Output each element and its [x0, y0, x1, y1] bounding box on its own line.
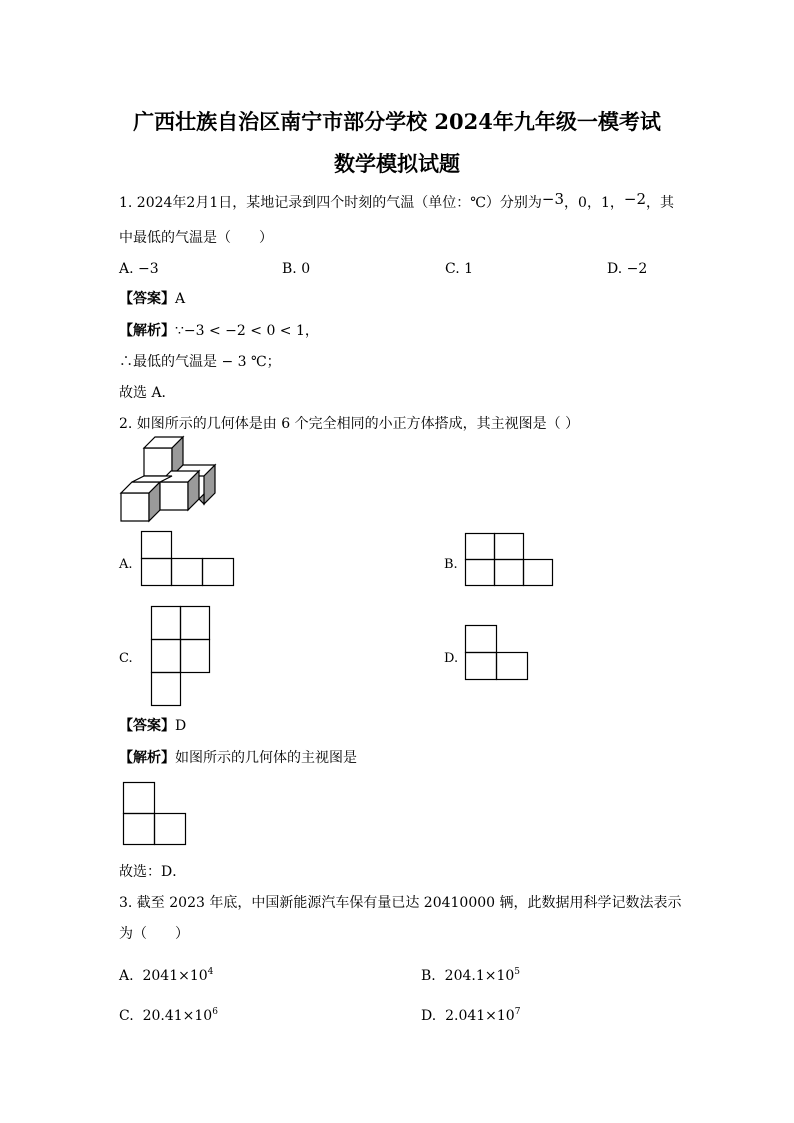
q3-stem-line1: 3. 截至 2023 年底，中国新能源汽车保有量已达 20410000 辆，此数据用科学记数法表示: [119, 895, 682, 911]
q1-stem-text: 1. 2024年2月1日，某地记录到四个时刻的气温（单位：℃）分别为: [119, 195, 542, 211]
q2-conclusion: 故选：D．: [119, 864, 187, 880]
q3-option-a-value: 2041×10: [142, 968, 208, 984]
q1-stem-line1: [119, 190, 674, 212]
q3-option-d-label: D.: [421, 1008, 437, 1024]
q1-option-d: D. −2: [607, 261, 648, 277]
q3-option-b: [421, 963, 520, 985]
q3-option-a: [119, 963, 213, 985]
q3-option-a-label: A.: [119, 968, 134, 984]
q2-option-d-figure: [465, 625, 529, 681]
q2-answer: [119, 717, 186, 735]
q3-option-b-exp: 5: [514, 967, 521, 977]
q1-analysis-tag: 【解析】: [119, 323, 175, 339]
q3-option-c-exp: 6: [212, 1007, 218, 1017]
q2-analysis-figure: [123, 782, 189, 846]
q1-answer-tag: 【答案】: [119, 291, 175, 307]
q1-analysis: [119, 322, 319, 340]
page-title: 广西壮族自治区南宁市部分学校 2024年九年级一模考试: [133, 109, 661, 134]
q1-stem-tail: ，其: [646, 195, 674, 211]
q2-option-c-figure: [151, 606, 211, 708]
q2-analysis: [119, 749, 357, 767]
q1-analysis-line2: ∴最低的气温是 − 3 ℃；: [119, 354, 281, 370]
q2-answer-tag: 【答案】: [119, 718, 175, 734]
q1-conclusion: 故选 A．: [119, 385, 176, 401]
q1-value-1: −3: [541, 190, 565, 208]
q3-option-c: [119, 1003, 218, 1025]
q3-option-c-label: C.: [119, 1008, 134, 1024]
q3-option-c-value: 20.41×10: [142, 1008, 213, 1024]
q3-option-a-exp: 4: [207, 967, 214, 977]
q3-option-d-value: 2.041×10: [445, 1008, 515, 1024]
q2-analysis-text: 如图所示的几何体的主视图是: [175, 750, 357, 766]
q2-analysis-tag: 【解析】: [119, 750, 175, 766]
q1-value-4: −2: [623, 190, 646, 208]
q1-answer-value: A: [175, 291, 186, 307]
q2-answer-value: D: [175, 718, 187, 734]
q2-option-b-label: B.: [444, 557, 458, 572]
q1-option-b: B. 0: [282, 261, 311, 277]
q1-values-mid: ，0，1，: [564, 195, 624, 211]
q3-option-b-value: 204.1×10: [444, 968, 515, 984]
q3-option-b-label: B.: [421, 968, 436, 984]
q1-answer: [119, 290, 185, 308]
q2-option-a-label: A.: [119, 557, 133, 572]
q1-option-a: A. −3: [119, 261, 159, 277]
q2-option-b-figure: [465, 533, 555, 587]
q3-option-d-exp: 7: [514, 1007, 521, 1017]
q3-option-d: [421, 1003, 520, 1025]
q2-option-a-figure: [141, 531, 235, 587]
q1-option-c: C. 1: [445, 261, 474, 277]
q2-option-d-label: D.: [444, 651, 459, 666]
q3-stem-line2: 为（ ）: [119, 926, 189, 942]
q2-stem: 2. 如图所示的几何体是由 6 个完全相同的小正方体搭成，其主视图是（ ）: [119, 416, 580, 432]
q2-cube-figure: [115, 436, 225, 526]
q2-option-c-label: C.: [119, 651, 133, 666]
q1-stem-line2: 中最低的气温是（ ）: [119, 230, 273, 246]
page-subtitle: 数学模拟试题: [334, 151, 460, 176]
q1-analysis-line1: ∵−3 < −2 < 0 < 1，: [175, 323, 319, 339]
